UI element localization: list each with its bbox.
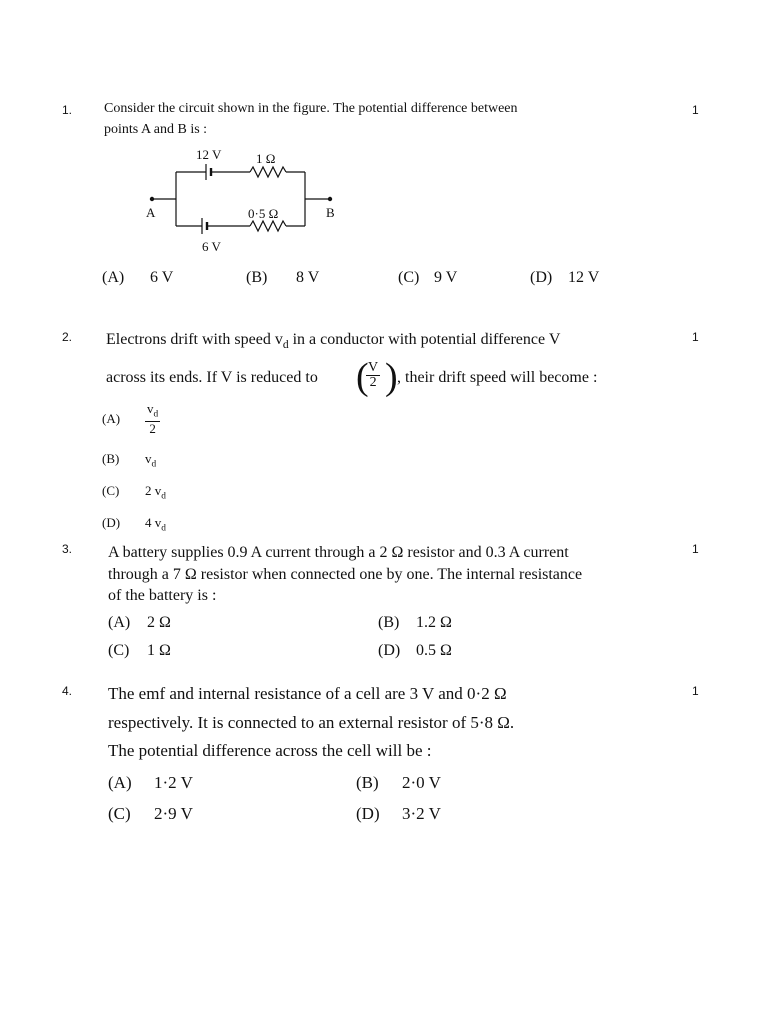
question-marks: 1 [692, 542, 699, 556]
question-text-line-2: through a 7 Ω resistor when connected one by one. The internal resistance [108, 566, 583, 583]
question-marks: 1 [692, 684, 699, 698]
option-label: (B) [246, 269, 268, 286]
top-battery-label: 12 V [196, 147, 222, 162]
question-text-line-3: of the battery is : [108, 587, 217, 604]
bottom-resistor-label: 0·5 Ω [248, 206, 279, 221]
option-value: 2·9 V [154, 804, 193, 823]
question-text-line-2-end: , their drift speed will become : [397, 369, 598, 386]
question-text-line-1: The emf and internal resistance of a cell are 3 V and 0·2 Ω [108, 684, 507, 703]
option-value: 1·2 V [154, 773, 193, 792]
question-text-line-1: A battery supplies 0.9 A current through a 2 Ω resistor and 0.3 A current [108, 544, 569, 561]
option-label: (C) [108, 642, 130, 659]
option-label: (C) [102, 483, 120, 498]
option-value: $\frac{v_d}{2}$ [147, 401, 159, 437]
option-label: (D) [378, 642, 401, 659]
option-value: $v_d$ [145, 451, 157, 470]
question-number: 3. [62, 542, 73, 556]
bottom-battery-label: 6 V [202, 239, 221, 254]
right-parenthesis: ) [385, 356, 398, 398]
point-b-label: B [326, 205, 335, 220]
option-label: (A) [102, 411, 121, 426]
question-marks: 1 [692, 103, 699, 117]
option-value: 1.2 Ω [416, 614, 452, 631]
option-value: 1 Ω [147, 642, 171, 659]
question-number: 1. [62, 103, 73, 117]
option-label: (A) [102, 269, 125, 286]
option-value: 4 $v_d$ [145, 515, 166, 534]
question-number: 4. [62, 684, 73, 698]
option-value: 2 Ω [147, 614, 171, 631]
question-text-line-1: Consider the circuit shown in the figure. The potential difference between [104, 101, 518, 116]
option-value: 12 V [568, 269, 600, 286]
option-label: (A) [108, 614, 131, 631]
option-label: (D) [102, 515, 121, 530]
question-text-line-3: The potential difference across the cell will be : [108, 741, 432, 760]
option-value: 8 V [296, 269, 320, 286]
option-label: (D) [530, 269, 553, 286]
terminal-b [328, 197, 332, 201]
point-a-label: A [146, 205, 156, 220]
left-parenthesis: ( [356, 356, 369, 398]
option-value: 0.5 Ω [416, 642, 452, 659]
option-label: (D) [356, 804, 380, 823]
option-label: (B) [378, 614, 400, 631]
terminal-a [150, 197, 154, 201]
option-value: 3·2 V [402, 804, 441, 823]
option-label: (C) [108, 804, 131, 823]
question-text-line-1: Electrons drift with speed $v_d$ in a conductor with potential difference V [106, 331, 561, 352]
top-resistor-label: 1 Ω [256, 151, 276, 166]
circuit-diagram [140, 140, 360, 260]
fraction-v-over-2: $\frac{V}{2}$ [368, 360, 379, 390]
option-label: (C) [398, 269, 420, 286]
option-value: 2·0 V [402, 773, 441, 792]
question-number: 2. [62, 330, 73, 344]
option-label: (A) [108, 773, 132, 792]
question-text-line-2: across its ends. If V is reduced to [106, 369, 318, 386]
question-text-line-2: respectively. It is connected to an external resistor of 5·8 Ω. [108, 713, 515, 732]
option-value: 6 V [150, 269, 174, 286]
option-value: 9 V [434, 269, 458, 286]
option-value: 2 $v_d$ [145, 483, 166, 502]
question-text-line-2: points A and B is : [104, 122, 208, 137]
option-label: (B) [356, 773, 379, 792]
question-marks: 1 [692, 330, 699, 344]
option-label: (B) [102, 451, 120, 466]
